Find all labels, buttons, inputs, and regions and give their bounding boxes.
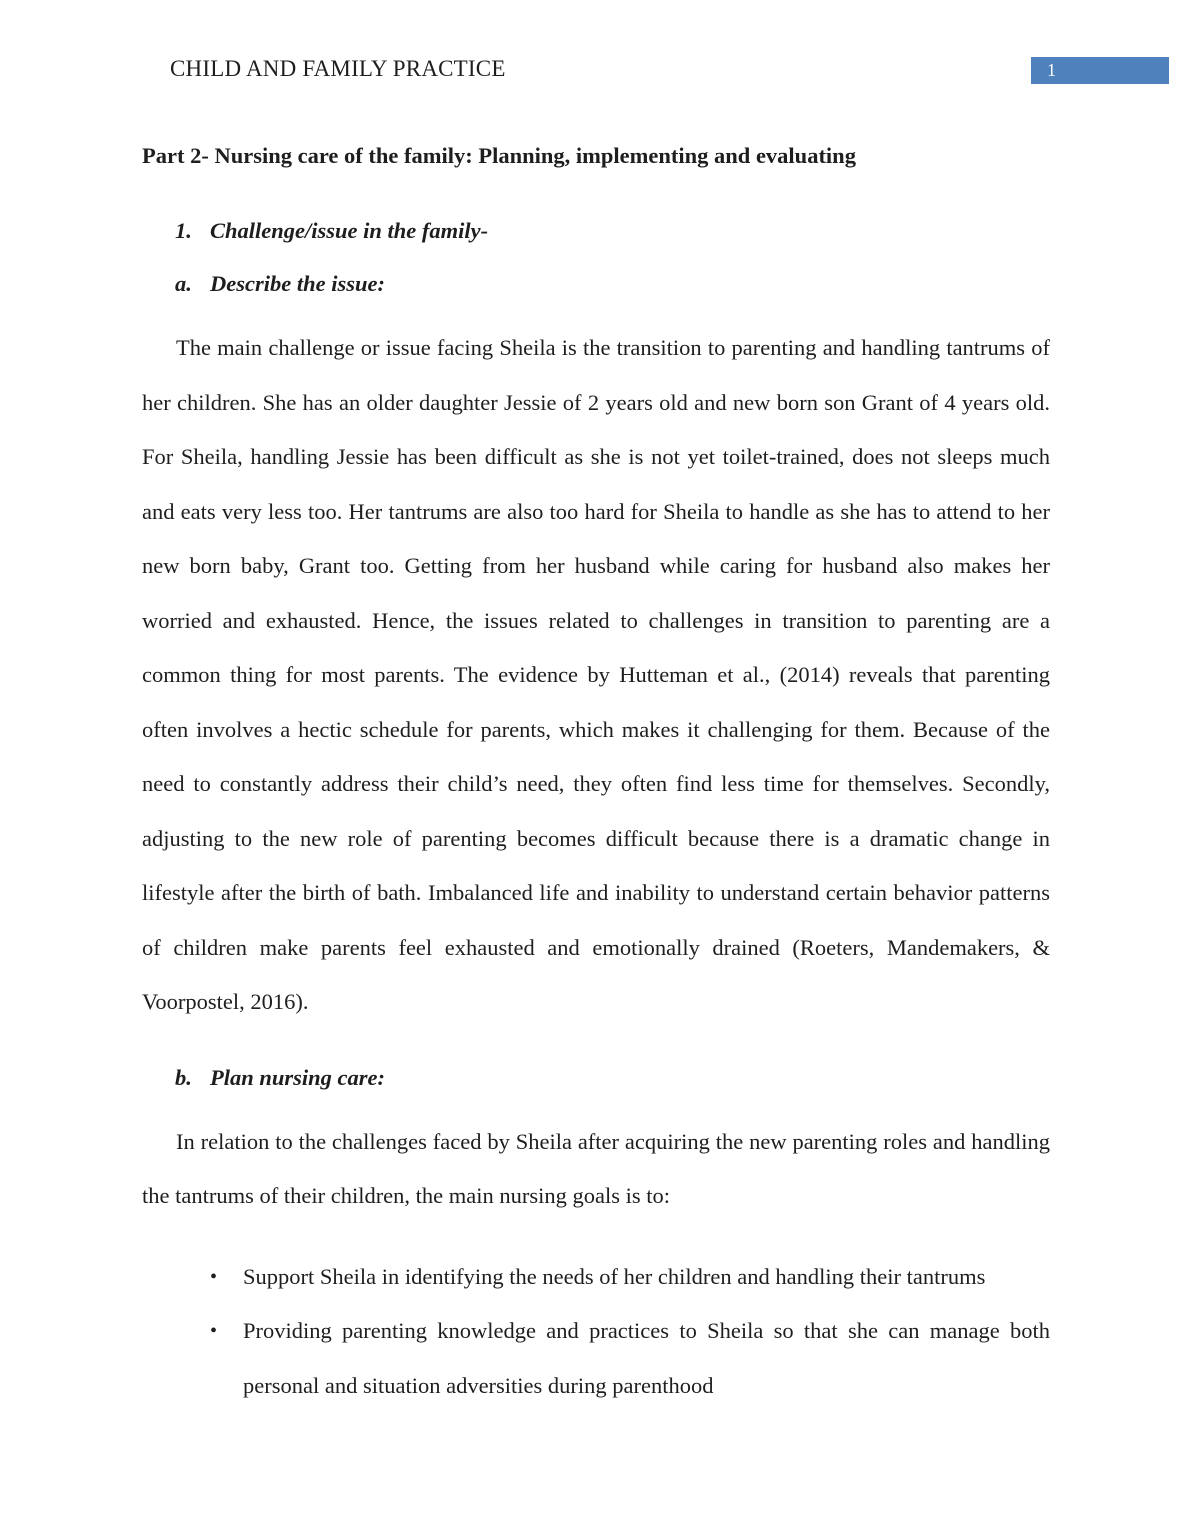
page-number: 1	[1047, 60, 1056, 80]
paragraph-plan-nursing-care: In relation to the challenges faced by Sheila after acquiring the new parenting roles and handling the tantrums of their children, the main nursing goals is to:	[142, 1128, 1050, 1208]
nursing-goals-list	[142, 1250, 1050, 1414]
lettered-heading-text: Describe the issue:	[210, 271, 385, 296]
running-head: CHILD AND FAMILY PRACTICE	[170, 56, 506, 81]
list-item-text: Support Sheila in identifying the needs of her children and handling their tantrums	[243, 1263, 986, 1289]
numbered-heading-text: Challenge/issue in the family-	[210, 218, 489, 243]
list-number: 1.	[175, 218, 192, 243]
lettered-heading-text: Plan nursing care:	[210, 1064, 386, 1090]
list-item-text: Providing parenting knowledge and practices to Sheila so that she can manage both personal and situation adversities during parenthood	[243, 1318, 1050, 1398]
list-letter: b.	[175, 1064, 192, 1090]
list-item	[142, 1304, 1050, 1413]
page-header	[142, 56, 1056, 84]
numbered-heading-1	[142, 217, 1050, 244]
section-title: Part 2- Nursing care of the family: Planning, implementing and evaluating	[142, 143, 856, 168]
paragraph-describe-issue: The main challenge or issue facing Sheila is the transition to parenting and handling tantrums of her children. She has an older daughter Jessie of 2 years old and new born son Grant of 4 years old. For Sheila, handling Jessie has been difficult as she is not yet toilet-trained, does not sleeps much and eats very less too. Her tantrums are also too hard for Sheila to handle as she has to attend to her new born baby, Grant too. Getting from her husband while caring for husband also makes her worried and exhausted. Hence, the issues related to challenges in transition to parenting are a common thing for most parents. The evidence by Hutteman et al., (2014) reveals that parenting often involves a hectic schedule for parents, which makes it challenging for them. Because of the need to constantly address their child’s need, they often find less time for themselves. Secondly, adjusting to the new role of parenting becomes difficult because there is a dramatic change in lifestyle after the birth of bath. Imbalanced life and inability to understand certain behavior patterns of children make parents feel exhausted and emotionally drained (Roeters, Mandemakers, & Voorpostel, 2016).	[142, 335, 1050, 1014]
document-body	[142, 142, 1050, 1413]
lettered-heading-b	[142, 1064, 1050, 1091]
list-letter: a.	[175, 271, 192, 296]
bullet-icon: •	[210, 1320, 218, 1342]
page-number-badge	[1031, 57, 1169, 84]
list-item	[142, 1250, 1050, 1305]
bullet-icon: •	[210, 1265, 218, 1288]
lettered-heading-a	[142, 270, 1050, 297]
